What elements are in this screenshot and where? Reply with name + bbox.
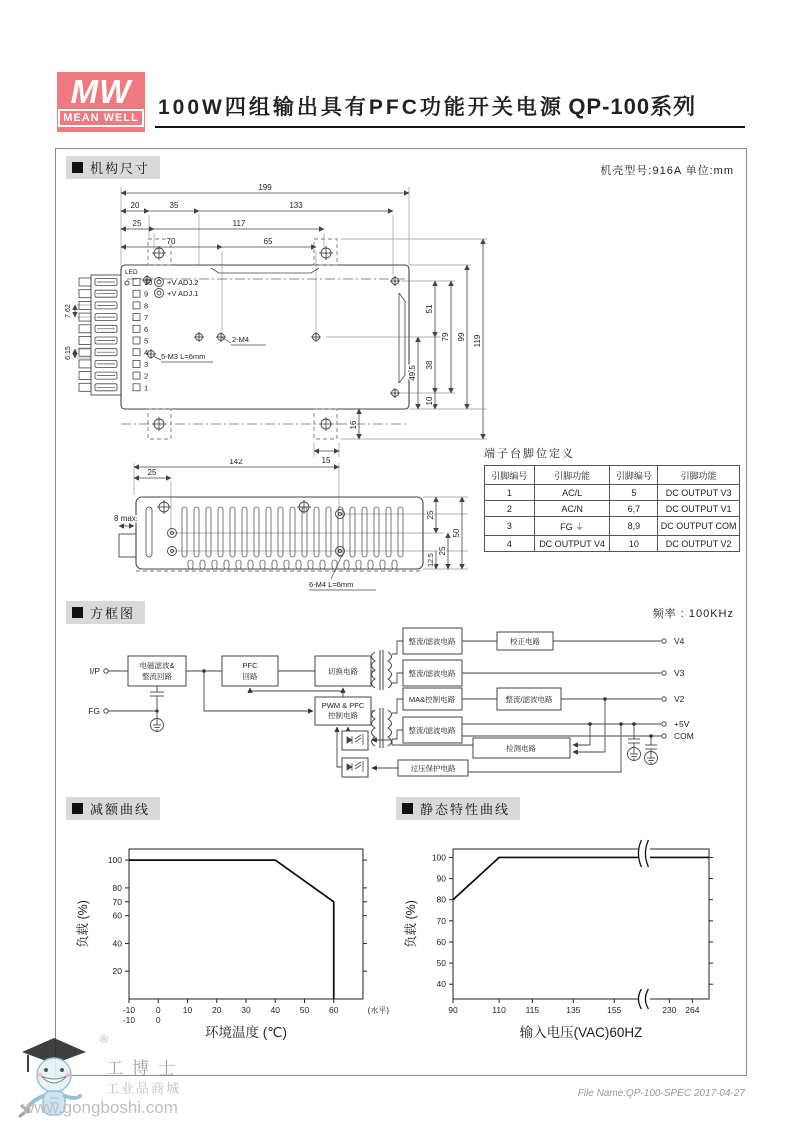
table-header-row (485, 466, 740, 485)
svg-text:20: 20 (212, 1005, 222, 1015)
table-row (485, 536, 740, 552)
table-row (485, 501, 740, 517)
dim-25b: 25 (438, 546, 447, 556)
mechanical-top-view (61, 179, 561, 475)
io-terminals (104, 639, 666, 738)
dim-7-62: 7.62 (65, 304, 72, 318)
svg-text:60: 60 (329, 1005, 339, 1015)
case-info: 机壳型号:916A 单位:mm (600, 165, 734, 177)
col-header: 引脚功能 (658, 466, 740, 485)
terminal-number: 10 (144, 278, 153, 287)
terminal-table-title: 端子台脚位定义 (484, 448, 575, 460)
detection-label: 检测电路 (506, 744, 536, 753)
rectifier1-label: 整流/滤波电路 (408, 637, 456, 646)
svg-text:264: 264 (685, 1005, 700, 1015)
dimension-lines (75, 193, 483, 451)
terminal-number: 4 (144, 348, 149, 358)
dim-117: 117 (232, 219, 246, 228)
dim-6-15: 6.15 (65, 346, 72, 360)
v2-label: V2 (674, 694, 685, 704)
svg-text:(水平): (水平) (367, 1006, 389, 1015)
optocoupler1-box (342, 731, 368, 750)
file-name: File Name:QP-100-SPEC 2017-04-27 (577, 1088, 745, 1099)
derating-chart (71, 831, 391, 1049)
cell: 8,9 (610, 517, 658, 536)
block-diagram (56, 621, 744, 799)
page-title-series: QP-100系列 (568, 94, 697, 119)
section-derating-label: 减额曲线 (90, 802, 151, 817)
dim-119: 119 (473, 334, 482, 348)
terminal-table (484, 465, 740, 552)
pwm-line1: PWM & PFC (321, 701, 365, 710)
dim-12-5: 12.5 (428, 553, 435, 567)
fg-label: FG (88, 706, 100, 716)
dim-25: 25 (132, 219, 142, 228)
svg-text:70: 70 (436, 915, 446, 926)
fg-ground-icon (151, 719, 164, 732)
section-block-label: 方框图 (90, 606, 136, 621)
title-underline (155, 126, 745, 128)
static-chart-wrap (401, 831, 736, 1049)
svg-text:50: 50 (299, 1005, 310, 1015)
dim-8max: 8 max. (113, 514, 139, 523)
x-axis-label: 输入电压(VAC)60HZ (519, 1025, 643, 1040)
dim-199: 199 (258, 183, 272, 192)
derating-chart-wrap (71, 831, 391, 1049)
svg-text:0: 0 (155, 1005, 161, 1015)
dim-16: 16 (349, 420, 358, 430)
vadj2-label: +V ADJ.2 (167, 278, 199, 287)
dim-50: 50 (452, 528, 461, 538)
dim-38: 38 (425, 360, 434, 370)
cell: 1 (485, 485, 535, 501)
section-static (396, 797, 520, 820)
y-axis-label: 负载 (%) (76, 900, 90, 948)
cell: 4 (485, 536, 535, 552)
watermark (14, 1032, 274, 1127)
static-characteristic-chart (401, 831, 736, 1049)
vadj1-label: +V ADJ.1 (167, 289, 199, 298)
svg-text:100: 100 (107, 855, 122, 866)
svg-text:0: 0 (155, 1015, 161, 1025)
optocoupler2-box (342, 758, 368, 777)
emi-line1: 电磁滤波& (139, 661, 175, 670)
table-row (485, 517, 740, 536)
svg-text:70: 70 (112, 896, 122, 907)
transformer-upper-icon (372, 650, 392, 690)
dim-70: 70 (166, 237, 176, 246)
page-title-main: 100W四组输出具有PFC功能开关电源 (158, 96, 564, 119)
svg-text:135: 135 (566, 1005, 581, 1015)
ip-label: I/P (89, 666, 100, 676)
registered-mark: ® (100, 1034, 109, 1046)
svg-text:40: 40 (436, 979, 446, 990)
x-axis-label: 环境温度 (℃) (205, 1025, 287, 1040)
table-row (485, 485, 740, 501)
rectifier3-label: 整流/滤波电路 (408, 726, 456, 735)
section-static-label: 静态特性曲线 (420, 802, 511, 817)
v3-label: V3 (674, 668, 685, 678)
logo-brand-text: MEAN WELL (58, 109, 144, 127)
cell: DC OUTPUT COM (658, 517, 740, 536)
svg-text:-10: -10 (122, 1015, 136, 1025)
dim-25: 25 (147, 468, 157, 477)
dim-20: 20 (130, 201, 140, 210)
dim-10: 10 (425, 396, 434, 406)
content-frame (55, 148, 747, 1076)
terminal-block (91, 275, 121, 395)
terminal-number: 3 (144, 359, 149, 369)
pfc-line1: PFC (242, 661, 258, 670)
m3-label: 5-M3 L=6mm (161, 352, 206, 361)
terminal-number: 1 (144, 383, 149, 393)
cell: 10 (610, 536, 658, 552)
dim-142: 142 (229, 459, 243, 466)
cell: AC/N (534, 501, 610, 517)
cell: 3 (485, 517, 535, 536)
dim-133: 133 (289, 201, 303, 210)
terminal-number: 6 (144, 324, 149, 334)
svg-text:80: 80 (436, 894, 446, 905)
dim-99: 99 (457, 332, 466, 342)
svg-text:20: 20 (112, 966, 122, 977)
col-header: 引脚功能 (534, 466, 610, 485)
dim-25a: 25 (426, 510, 435, 520)
svg-text:50: 50 (436, 958, 446, 969)
y-axis-label: 负载 (%) (404, 900, 418, 948)
cell: DC OUTPUT V2 (658, 536, 740, 552)
m4-side-label: 6-M4 L=6mm (309, 580, 354, 589)
svg-text:90: 90 (448, 1005, 458, 1015)
terminal-number: 9 (144, 289, 149, 299)
svg-text:60: 60 (112, 910, 122, 921)
rectifier4-label: 整流/滤波电路 (505, 695, 553, 704)
screws-and-holes (157, 500, 345, 556)
correction-label: 校正电路 (510, 637, 540, 646)
section-square-icon (72, 162, 83, 173)
cell: DC OUTPUT V3 (658, 485, 740, 501)
m4-label: 2-M4 (232, 335, 250, 344)
cell: DC OUTPUT V4 (534, 536, 610, 552)
svg-text:30: 30 (241, 1005, 251, 1015)
svg-text:90: 90 (436, 873, 446, 884)
svg-text:100: 100 (431, 852, 446, 863)
cap1-ground-icon (628, 748, 641, 761)
frequency-note: 频率 : 100KHz (652, 608, 734, 620)
svg-text:230: 230 (662, 1005, 677, 1015)
watermark-subtitle: 工业品商城 (106, 1081, 182, 1096)
top-view-labels (65, 183, 482, 465)
section-mechanical-label: 机构尺寸 (90, 161, 151, 176)
rectifier2-label: 整流/滤波电路 (408, 669, 456, 678)
col-header: 引脚编号 (610, 466, 658, 485)
dim-51: 51 (425, 304, 434, 314)
terminal-number: 5 (144, 336, 149, 346)
meanwell-logo (57, 72, 145, 132)
cell: AC/L (534, 485, 610, 501)
svg-text:40: 40 (112, 938, 122, 949)
watermark-name: 工博士 (106, 1059, 184, 1078)
cell: 5 (610, 485, 658, 501)
svg-text:110: 110 (492, 1005, 506, 1015)
terminal-table-block (484, 445, 742, 552)
dim-49-5: 49.5 (408, 365, 417, 381)
section-derating (66, 797, 160, 820)
page-title (158, 90, 746, 121)
dim-65: 65 (263, 237, 273, 246)
cap2-ground-icon (645, 752, 658, 765)
pfc-line2: 回路 (242, 672, 258, 681)
ma-label: MA&控制电路 (408, 695, 456, 704)
led-label: LED (125, 269, 138, 276)
switching-label: 切换电路 (328, 667, 358, 676)
terminal-rows (79, 278, 152, 392)
pwm-line2: 控制电路 (328, 711, 358, 720)
logo-mw-text: MW (70, 73, 132, 110)
v4-label: V4 (674, 636, 685, 646)
section-mechanical (66, 156, 160, 179)
svg-text:155: 155 (607, 1005, 622, 1015)
vent-slots (182, 507, 403, 569)
dimension-lines (119, 467, 462, 569)
svg-text:-10: -10 (122, 1005, 136, 1015)
transformer-lower-icon (372, 708, 392, 748)
svg-text:80: 80 (112, 882, 122, 893)
svg-text:60: 60 (436, 936, 446, 947)
cell: 2 (485, 501, 535, 517)
cell: FG ⏚ (534, 517, 610, 536)
cell: DC OUTPUT V1 (658, 501, 740, 517)
ovp-label: 过压保护电路 (410, 764, 456, 773)
emi-line2: 整流回路 (142, 672, 172, 681)
terminal-number: 2 (144, 371, 149, 381)
com-label: COM (674, 731, 694, 741)
extension-lines (134, 463, 468, 569)
col-header: 引脚编号 (485, 466, 535, 485)
section-square-icon (72, 803, 83, 814)
dim-15: 15 (321, 456, 331, 465)
svg-text:40: 40 (270, 1005, 280, 1015)
p5v-label: +5V (674, 719, 690, 729)
dim-35: 35 (169, 201, 179, 210)
terminal-number: 8 (144, 301, 149, 311)
wires (108, 641, 661, 772)
section-square-icon (72, 607, 83, 618)
dim-79: 79 (441, 332, 450, 342)
cell: 6,7 (610, 501, 658, 517)
watermark-url: www.gongboshi.com (22, 1098, 178, 1117)
terminal-number: 7 (144, 313, 149, 323)
section-square-icon (402, 803, 413, 814)
svg-text:115: 115 (525, 1005, 540, 1015)
svg-text:10: 10 (182, 1005, 193, 1015)
